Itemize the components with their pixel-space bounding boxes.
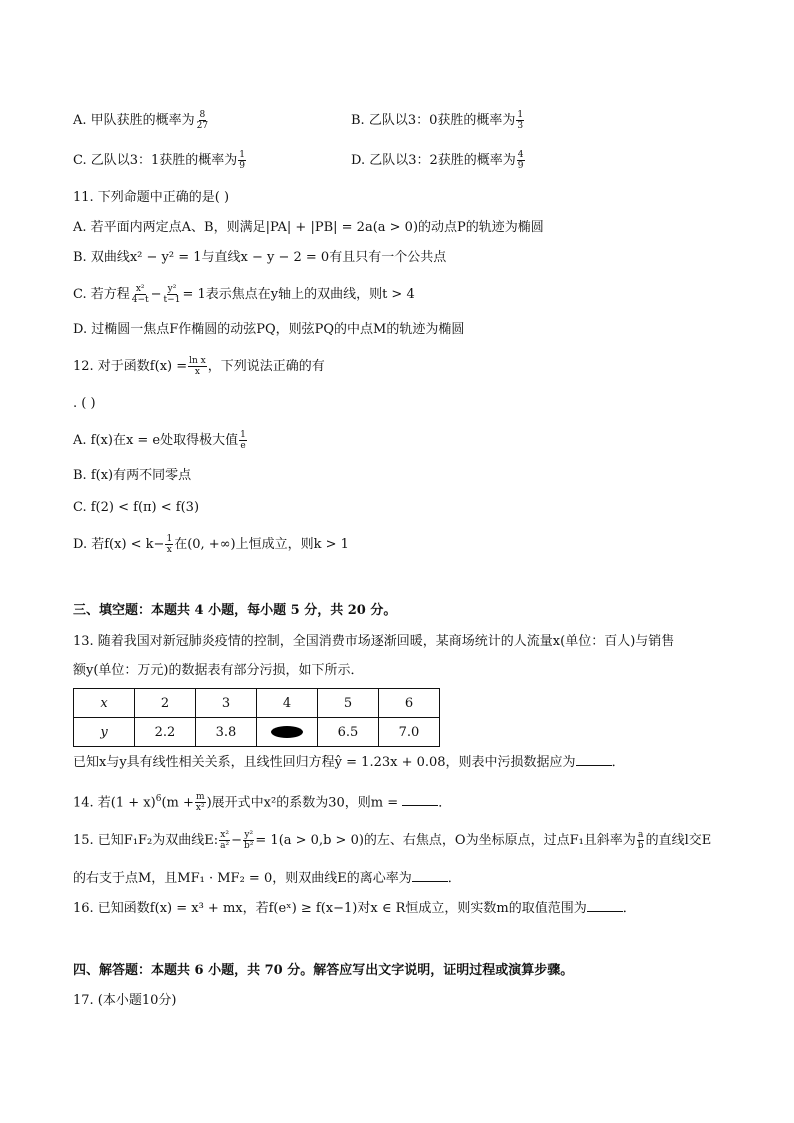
q11-option-a: A. 若平面内两定点A、B，则满足|PA| + |PB| = 2a(a > 0)的动点P的轨迹为椭圆 (73, 220, 544, 235)
fraction: $\frac{1}{x}$ (166, 534, 173, 555)
q13-data-table (73, 688, 440, 747)
q10-option-c: C. 乙队以3：1获胜的概率为 $\frac{1}{9}$ (73, 150, 246, 171)
table-cell: 6 (379, 689, 440, 718)
table-cell: 2 (135, 689, 196, 718)
table-header-x: x (74, 689, 135, 718)
answer-blank (412, 869, 448, 882)
table-cell: 6.5 (318, 718, 379, 747)
q12-option-c: C. f(2) < f(π) < f(3) (73, 500, 200, 515)
fraction: $\frac{8}{27}$ (196, 110, 209, 131)
q15-line-2: 的右支于点M，且MF₁ · MF₂ = 0，则双曲线E的离心率为 ． (73, 871, 461, 886)
table-cell: 5 (318, 689, 379, 718)
table-header-y: y (74, 718, 135, 747)
q17-heading: 17. (本小题10分) (73, 993, 177, 1008)
q11-stem: 11. 下列命题中正确的是( ) (73, 190, 230, 205)
table-cell-smudged (257, 718, 318, 747)
table-cell: 7.0 (379, 718, 440, 747)
q10-option-b: B. 乙队以3：0获胜的概率为 $\frac{1}{3}$ (351, 110, 524, 131)
q13-line-1: 13. 随着我国对新冠肺炎疫情的控制，全国消费市场逐渐回暖，某商场统计的人流量x(单位：百人)与销售 (73, 634, 675, 649)
fraction: $\frac{\text{y²}}{t-1}$ (163, 284, 181, 305)
q12-option-b: B. f(x)有两不同零点 (73, 468, 192, 483)
section-3-heading: 三、填空题：本题共 4 小题，每小题 5 分，共 20 分。 (73, 603, 397, 618)
fraction: $\frac{\text{x²}}{4-t}$ (131, 284, 149, 305)
q10-option-d: D. 乙队以3：2获胜的概率为 $\frac{4}{9}$ (351, 150, 524, 171)
fraction: $\frac{1}{3}$ (517, 110, 524, 131)
fraction: $\frac{4}{9}$ (517, 150, 524, 171)
section-4-heading: 四、解答题：本题共 6 小题，共 70 分。解答应写出文字说明，证明过程或演算步骤。 (73, 963, 574, 978)
fraction: $\frac{a}{b}$ (637, 830, 644, 851)
fraction: $\frac{1}{9}$ (239, 150, 246, 171)
answer-blank (402, 793, 438, 806)
q12-stem: 12. 对于函数f(x) = $\frac{\text{ln x}}{x}$ ，下列说法正确的有 (73, 356, 325, 377)
table-cell: 2.2 (135, 718, 196, 747)
fraction: $\frac{\text{y²}}{\text{b²}}$ (244, 830, 254, 851)
fraction: $\frac{1}{e}$ (240, 430, 246, 451)
q10-option-a: A. 甲队获胜的概率为 $\frac{8}{27}$ (73, 110, 209, 131)
q13-line-2: 额y(单位：万元)的数据表有部分污损，如下所示． (73, 663, 364, 678)
q16: 16. 已知函数f(x) = x³ + mx，若f(eˣ) ≥ f(x−1)对x ∈ R恒成立，则实数m的取值范围为 ． (73, 901, 636, 916)
q13-line-3: 已知x与y具有线性相关关系，且线性回归方程ŷ = 1.23x + 0.08，则表中污损数据应为 ． (73, 755, 625, 770)
fraction: $\frac{\text{x²}}{\text{a²}}$ (220, 830, 230, 851)
q11-option-b: B. 双曲线x² − y² = 1与直线x − y − 2 = 0有且只有一个公共点 (73, 250, 447, 265)
fraction: $\frac{m}{\text{x²}}$ (195, 792, 205, 814)
q12-option-d: D. 若f(x) < k− $\frac{1}{x}$ 在(0, +∞)上恒成立，则k > 1 (73, 534, 349, 555)
q12-paren: . ( ) (73, 396, 96, 411)
table-cell: 4 (257, 689, 318, 718)
table-cell: 3.8 (196, 718, 257, 747)
answer-blank (587, 899, 623, 912)
q14: 14. 若$(1 + x)^6(m$ + $\frac{m}{\text{x²}}$ )展开式中x²的系数为30，则m = ． (73, 792, 452, 814)
ink-smudge-icon (271, 726, 303, 738)
q11-option-c: C. 若方程 $\frac{\text{x²}}{4-t}$ − $\frac{\text{y²}}{t-1}$ = 1表示焦点在y轴上的双曲线，则t > 4 (73, 284, 415, 305)
table-row (74, 718, 440, 747)
q11-option-d: D. 过椭圆一焦点F作椭圆的动弦PQ，则弦PQ的中点M的轨迹为椭圆 (73, 322, 465, 337)
table-cell: 3 (196, 689, 257, 718)
table-row (74, 689, 440, 718)
answer-blank (576, 753, 612, 766)
fraction: $\frac{\text{ln x}}{x}$ (189, 356, 206, 377)
q12-option-a: A. f(x)在x = e处取得极大值 $\frac{1}{e}$ (73, 430, 246, 451)
q15-line-1: 15. 已知F₁F₂为双曲线E: $\frac{\text{x²}}{\text{a²}}$ − $\frac{\text{y²}}{\text{b²}}$ = 1(a > 0,b > 0)的左、右焦点，O为坐标原点，过点F₁且斜率为 $\frac{a}{b}$ 的直线l交E (73, 830, 712, 851)
